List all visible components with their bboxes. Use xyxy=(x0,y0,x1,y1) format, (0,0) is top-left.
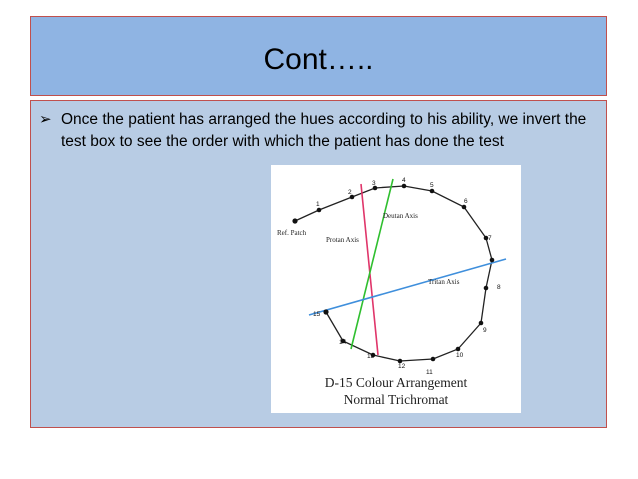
cap-dot xyxy=(323,309,328,314)
cap-dot xyxy=(479,321,484,326)
cap-number: 5 xyxy=(430,182,434,189)
title-banner xyxy=(30,16,607,96)
diagram-caption-subtitle: Normal Trichromat xyxy=(343,392,449,407)
tritan-axis-line xyxy=(309,259,506,315)
bullet-arrow-icon: ➢ xyxy=(39,111,52,128)
cap-number: 1 xyxy=(316,201,320,208)
cap-number: 7 xyxy=(488,235,492,242)
bullet-text: Once the patient has arranged the hues according to his ability, we invert the test box to see the order with which the patient has done the test xyxy=(61,111,587,150)
cap-number: 14 xyxy=(339,339,347,346)
diagram-caption-title: D-15 Colour Arrangement xyxy=(324,375,468,390)
slide-title: Cont….. xyxy=(263,43,374,76)
cap-number: 2 xyxy=(348,189,352,196)
deutan-axis-line xyxy=(351,179,393,349)
cap-numbers xyxy=(313,177,501,376)
protan-axis-line xyxy=(361,184,378,355)
cap-dot xyxy=(431,357,436,362)
deutan-axis-label: Deutan Axis xyxy=(383,212,418,220)
cap-dot xyxy=(430,189,435,194)
cap-number: 13 xyxy=(367,353,375,360)
cap-number: 15 xyxy=(313,311,321,318)
cap-dot xyxy=(456,347,461,352)
cap-dot xyxy=(490,258,495,263)
tritan-axis-label: Tritan Axis xyxy=(428,278,460,286)
d15-diagram xyxy=(271,165,521,413)
ref-patch-dot xyxy=(292,218,297,223)
cap-number: 4 xyxy=(402,177,406,184)
protan-axis-label: Protan Axis xyxy=(326,236,359,244)
cap-dot xyxy=(317,208,322,213)
cap-number: 10 xyxy=(456,352,464,359)
cap-dot xyxy=(462,205,467,210)
cap-number: 12 xyxy=(398,363,406,370)
cap-dots xyxy=(292,184,494,364)
cap-dot xyxy=(402,184,407,189)
cap-number: 11 xyxy=(426,369,433,376)
cap-dot xyxy=(484,286,489,291)
bullet-item xyxy=(39,109,599,153)
ref-patch-label: Ref. Patch xyxy=(277,229,307,237)
cap-number: 6 xyxy=(464,198,468,205)
d15-diagram-svg xyxy=(271,165,521,413)
cap-number: 9 xyxy=(483,327,487,334)
cap-number: 3 xyxy=(372,180,376,187)
cap-number: 8 xyxy=(497,284,501,291)
